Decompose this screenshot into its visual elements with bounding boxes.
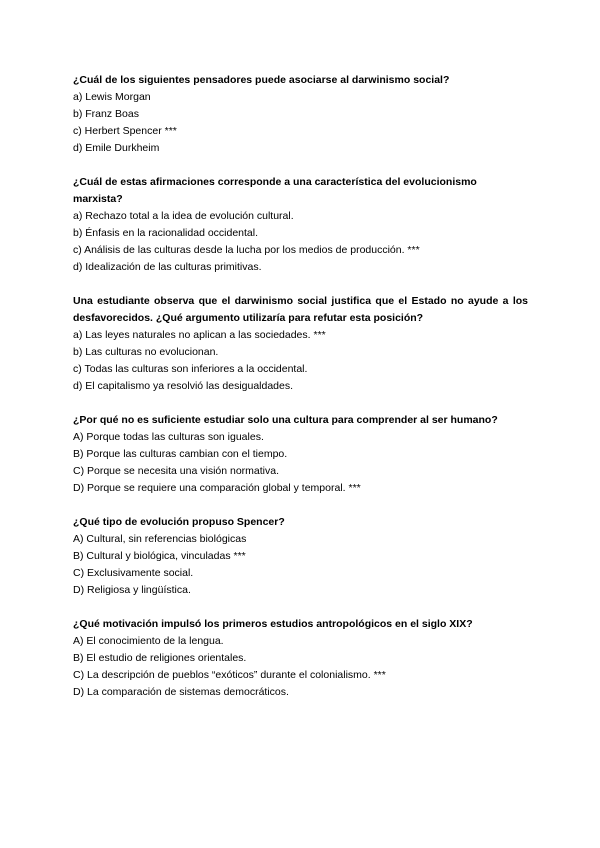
question-6: [73, 616, 528, 701]
option-d: d) Emile Durkheim: [73, 142, 160, 154]
question-1: [73, 72, 528, 157]
question-2: [73, 174, 528, 276]
option-b: b) Énfasis en la racionalidad occidental.: [73, 227, 259, 239]
question-text: ¿Qué motivación impulsó los primeros estudios antropológicos en el siglo XIX?: [73, 618, 473, 630]
option-list: [73, 208, 528, 276]
option-list: [73, 327, 528, 395]
question-4: [73, 412, 528, 497]
option-c: C) La descripción de pueblos “exóticos” durante el colonialismo. ***: [73, 669, 386, 681]
option-d: d) El capitalismo ya resolvió las desigualdades.: [73, 380, 294, 392]
option-b: B) Porque las culturas cambian con el tiempo.: [73, 448, 288, 460]
option-b: b) Las culturas no evolucionan.: [73, 346, 219, 358]
option-c: c) Todas las culturas son inferiores a la occidental.: [73, 363, 308, 375]
option-a: A) Cultural, sin referencias biológicas: [73, 533, 247, 545]
option-b: B) Cultural y biológica, vinculadas ***: [73, 550, 246, 562]
option-list: [73, 633, 528, 701]
option-a: A) Porque todas las culturas son iguales.: [73, 431, 264, 443]
question-text: ¿Cuál de estas afirmaciones corresponde a una característica del evolucionismo marxista?: [73, 176, 477, 205]
option-d: D) Religiosa y lingüística.: [73, 584, 191, 596]
option-list: [73, 531, 528, 599]
option-list: [73, 89, 528, 157]
question-text: ¿Qué tipo de evolución propuso Spencer?: [73, 516, 285, 528]
quiz-content: [73, 72, 528, 718]
option-d: D) Porque se requiere una comparación global y temporal. ***: [73, 482, 361, 494]
option-a: a) Las leyes naturales no aplican a las sociedades. ***: [73, 329, 326, 341]
question-text: Una estudiante observa que el darwinismo social justifica que el Estado no ayude a los desfavorecidos. ¿Qué argumento utilizaría para refutar esta posición?: [73, 295, 528, 324]
option-d: d) Idealización de las culturas primitivas.: [73, 261, 262, 273]
question-text: ¿Cuál de los siguientes pensadores puede asociarse al darwinismo social?: [73, 74, 450, 86]
option-c: C) Porque se necesita una visión normativa.: [73, 465, 280, 477]
option-c: c) Análisis de las culturas desde la lucha por los medios de producción. ***: [73, 244, 420, 256]
option-d: D) La comparación de sistemas democráticos.: [73, 686, 289, 698]
option-b: b) Franz Boas: [73, 108, 139, 120]
option-a: a) Lewis Morgan: [73, 91, 151, 103]
question-5: [73, 514, 528, 599]
option-b: B) El estudio de religiones orientales.: [73, 652, 247, 664]
option-c: C) Exclusivamente social.: [73, 567, 194, 579]
question-3: [73, 293, 528, 395]
option-c: c) Herbert Spencer ***: [73, 125, 177, 137]
option-a: A) El conocimiento de la lengua.: [73, 635, 224, 647]
question-text: ¿Por qué no es suficiente estudiar solo una cultura para comprender al ser humano?: [73, 414, 498, 426]
option-a: a) Rechazo total a la idea de evolución cultural.: [73, 210, 294, 222]
option-list: [73, 429, 528, 497]
